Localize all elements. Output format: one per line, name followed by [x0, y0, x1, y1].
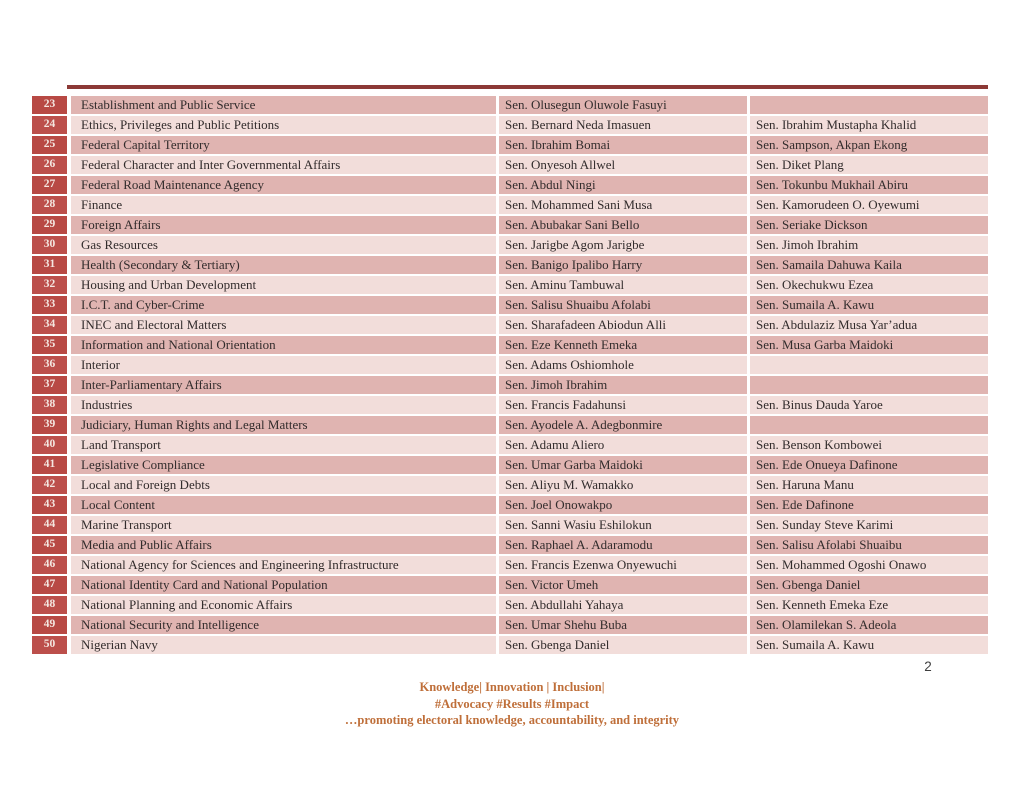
chairman-cell: Sen. Victor Umeh	[499, 576, 747, 596]
committee-cell: National Planning and Economic Affairs	[71, 596, 496, 616]
committee-cell: Federal Character and Inter Governmental Affairs	[71, 156, 496, 176]
vice-chairman-cell: Sen. Sunday Steve Karimi	[750, 516, 988, 536]
vice-chairman-cell: Sen. Sampson, Akpan Ekong	[750, 136, 988, 156]
vice-chairman-cell: Sen. Sumaila A. Kawu	[750, 296, 988, 316]
row-number-cell: 25	[32, 136, 67, 156]
vice-chairman-cell: Sen. Kenneth Emeka Eze	[750, 596, 988, 616]
table-row	[32, 176, 988, 196]
table-row	[32, 516, 988, 536]
chairman-cell: Sen. Ibrahim Bomai	[499, 136, 747, 156]
row-number-cell: 33	[32, 296, 67, 316]
page-number: 2	[924, 659, 932, 674]
row-number-cell: 26	[32, 156, 67, 176]
committee-cell: Land Transport	[71, 436, 496, 456]
row-number-cell: 41	[32, 456, 67, 476]
chairman-cell: Sen. Gbenga Daniel	[499, 636, 747, 656]
table-row	[32, 216, 988, 236]
table-row	[32, 316, 988, 336]
vice-chairman-cell: Sen. Gbenga Daniel	[750, 576, 988, 596]
committee-cell: Media and Public Affairs	[71, 536, 496, 556]
table-row	[32, 376, 988, 396]
chairman-cell: Sen. Ayodele A. Adegbonmire	[499, 416, 747, 436]
row-number-cell: 50	[32, 636, 67, 656]
row-number-cell: 39	[32, 416, 67, 436]
committee-cell: Inter-Parliamentary Affairs	[71, 376, 496, 396]
row-number-cell: 32	[32, 276, 67, 296]
chairman-cell: Sen. Abdul Ningi	[499, 176, 747, 196]
vice-chairman-cell: Sen. Diket Plang	[750, 156, 988, 176]
vice-chairman-cell: Sen. Mohammed Ogoshi Onawo	[750, 556, 988, 576]
table-row	[32, 116, 988, 136]
vice-chairman-cell	[750, 96, 988, 116]
table-row	[32, 156, 988, 176]
committee-cell: Interior	[71, 356, 496, 376]
footer-line-hashtags: #Advocacy #Results #Impact	[434, 696, 590, 711]
committee-table	[32, 85, 988, 656]
committee-cell: Establishment and Public Service	[71, 96, 496, 116]
chairman-cell: Sen. Olusegun Oluwole Fasuyi	[499, 96, 747, 116]
chairman-cell: Sen. Mohammed Sani Musa	[499, 196, 747, 216]
vice-chairman-cell	[750, 376, 988, 396]
vice-chairman-cell: Sen. Haruna Manu	[750, 476, 988, 496]
vice-chairman-cell: Sen. Musa Garba Maidoki	[750, 336, 988, 356]
row-number-cell: 27	[32, 176, 67, 196]
committee-cell: Industries	[71, 396, 496, 416]
vice-chairman-cell: Sen. Binus Dauda Yaroe	[750, 396, 988, 416]
row-number-cell: 43	[32, 496, 67, 516]
row-number-cell: 37	[32, 376, 67, 396]
table-row	[32, 576, 988, 596]
vice-chairman-cell	[750, 356, 988, 376]
committee-cell: Federal Capital Territory	[71, 136, 496, 156]
vice-chairman-cell: Sen. Olamilekan S. Adeola	[750, 616, 988, 636]
committee-cell: Health (Secondary & Tertiary)	[71, 256, 496, 276]
table-row	[32, 356, 988, 376]
committee-cell: Information and National Orientation	[71, 336, 496, 356]
table-row	[32, 476, 988, 496]
table-row	[32, 496, 988, 516]
footer-line-promoting: …promoting electoral knowledge, accountability, and integrity	[344, 713, 680, 727]
committee-cell: Ethics, Privileges and Public Petitions	[71, 116, 496, 136]
table-row	[32, 596, 988, 616]
committee-cell: Gas Resources	[71, 236, 496, 256]
row-number-cell: 46	[32, 556, 67, 576]
row-number-cell: 38	[32, 396, 67, 416]
table-row	[32, 236, 988, 256]
row-number-cell: 23	[32, 96, 67, 116]
table-top-rule	[67, 85, 988, 89]
vice-chairman-cell: Sen. Seriake Dickson	[750, 216, 988, 236]
row-number-cell: 49	[32, 616, 67, 636]
committee-cell: Housing and Urban Development	[71, 276, 496, 296]
chairman-cell: Sen. Joel Onowakpo	[499, 496, 747, 516]
committee-cell: National Agency for Sciences and Engineering Infrastructure	[71, 556, 496, 576]
vice-chairman-cell: Sen. Ede Onueya Dafinone	[750, 456, 988, 476]
chairman-cell: Sen. Umar Shehu Buba	[499, 616, 747, 636]
table-row	[32, 616, 988, 636]
chairman-cell: Sen. Aliyu M. Wamakko	[499, 476, 747, 496]
committee-cell: National Security and Intelligence	[71, 616, 496, 636]
chairman-cell: Sen. Bernard Neda Imasuen	[499, 116, 747, 136]
table-row	[32, 536, 988, 556]
committee-cell: Local and Foreign Debts	[71, 476, 496, 496]
row-number-cell: 31	[32, 256, 67, 276]
chairman-cell: Sen. Adams Oshiomhole	[499, 356, 747, 376]
committee-cell: National Identity Card and National Population	[71, 576, 496, 596]
vice-chairman-cell: Sen. Kamorudeen O. Oyewumi	[750, 196, 988, 216]
vice-chairman-cell: Sen. Ibrahim Mustapha Khalid	[750, 116, 988, 136]
table-row	[32, 556, 988, 576]
row-number-cell: 24	[32, 116, 67, 136]
row-number-cell: 36	[32, 356, 67, 376]
chairman-cell: Sen. Salisu Shuaibu Afolabi	[499, 296, 747, 316]
table-row	[32, 96, 988, 116]
footer-tagline	[0, 679, 1024, 729]
vice-chairman-cell: Sen. Benson Kombowei	[750, 436, 988, 456]
vice-chairman-cell: Sen. Sumaila A. Kawu	[750, 636, 988, 656]
chairman-cell: Sen. Sanni Wasiu Eshilokun	[499, 516, 747, 536]
committee-cell: Judiciary, Human Rights and Legal Matters	[71, 416, 496, 436]
committee-cell: INEC and Electoral Matters	[71, 316, 496, 336]
row-number-cell: 28	[32, 196, 67, 216]
chairman-cell: Sen. Abubakar Sani Bello	[499, 216, 747, 236]
committee-cell: Local Content	[71, 496, 496, 516]
table-row	[32, 196, 988, 216]
vice-chairman-cell: Sen. Salisu Afolabi Shuaibu	[750, 536, 988, 556]
chairman-cell: Sen. Aminu Tambuwal	[499, 276, 747, 296]
chairman-cell: Sen. Eze Kenneth Emeka	[499, 336, 747, 356]
row-number-cell: 30	[32, 236, 67, 256]
committee-cell: Marine Transport	[71, 516, 496, 536]
table-row	[32, 256, 988, 276]
row-number-cell: 40	[32, 436, 67, 456]
vice-chairman-cell: Sen. Abdulaziz Musa Yar’adua	[750, 316, 988, 336]
table-row	[32, 456, 988, 476]
row-number-cell: 42	[32, 476, 67, 496]
table-row	[32, 416, 988, 436]
vice-chairman-cell	[750, 416, 988, 436]
committee-cell: Nigerian Navy	[71, 636, 496, 656]
footer-line-knowledge: Knowledge| Innovation | Inclusion|	[419, 680, 605, 694]
chairman-cell: Sen. Abdullahi Yahaya	[499, 596, 747, 616]
vice-chairman-cell: Sen. Tokunbu Mukhail Abiru	[750, 176, 988, 196]
row-number-cell: 48	[32, 596, 67, 616]
row-number-cell: 35	[32, 336, 67, 356]
chairman-cell: Sen. Banigo Ipalibo Harry	[499, 256, 747, 276]
vice-chairman-cell: Sen. Samaila Dahuwa Kaila	[750, 256, 988, 276]
table-row	[32, 396, 988, 416]
chairman-cell: Sen. Raphael A. Adaramodu	[499, 536, 747, 556]
table-row	[32, 636, 988, 656]
row-number-cell: 34	[32, 316, 67, 336]
vice-chairman-cell: Sen. Okechukwu Ezea	[750, 276, 988, 296]
committee-cell: Foreign Affairs	[71, 216, 496, 236]
vice-chairman-cell: Sen. Jimoh Ibrahim	[750, 236, 988, 256]
committee-cell: I.C.T. and Cyber-Crime	[71, 296, 496, 316]
chairman-cell: Sen. Onyesoh Allwel	[499, 156, 747, 176]
row-number-cell: 45	[32, 536, 67, 556]
row-number-cell: 29	[32, 216, 67, 236]
row-number-cell: 47	[32, 576, 67, 596]
committee-cell: Legislative Compliance	[71, 456, 496, 476]
row-number-cell: 44	[32, 516, 67, 536]
committee-cell: Federal Road Maintenance Agency	[71, 176, 496, 196]
chairman-cell: Sen. Sharafadeen Abiodun Alli	[499, 316, 747, 336]
chairman-cell: Sen. Adamu Aliero	[499, 436, 747, 456]
table-row	[32, 296, 988, 316]
chairman-cell: Sen. Francis Fadahunsi	[499, 396, 747, 416]
committee-table-rows	[32, 85, 988, 656]
table-row	[32, 136, 988, 156]
vice-chairman-cell: Sen. Ede Dafinone	[750, 496, 988, 516]
chairman-cell: Sen. Jimoh Ibrahim	[499, 376, 747, 396]
table-row	[32, 276, 988, 296]
chairman-cell: Sen. Francis Ezenwa Onyewuchi	[499, 556, 747, 576]
table-row	[32, 336, 988, 356]
chairman-cell: Sen. Jarigbe Agom Jarigbe	[499, 236, 747, 256]
chairman-cell: Sen. Umar Garba Maidoki	[499, 456, 747, 476]
table-row	[32, 436, 988, 456]
committee-cell: Finance	[71, 196, 496, 216]
